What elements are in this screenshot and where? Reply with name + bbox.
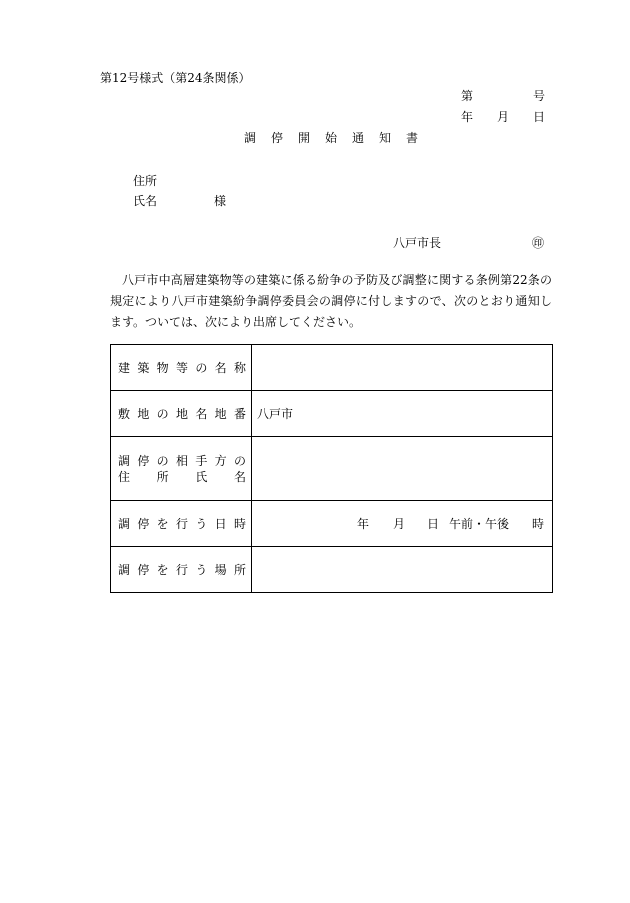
recipient-name-label: 氏名 <box>133 194 158 208</box>
date-day: 日 <box>533 110 546 124</box>
building-name-value <box>252 345 553 391</box>
number-dai: 第 <box>461 89 474 103</box>
datetime-month: 月 <box>393 516 406 531</box>
date-year: 年 <box>461 110 474 124</box>
datetime-hour: 時 <box>532 516 545 531</box>
recipient-honorific: 様 <box>214 194 227 208</box>
row-label: 調停を行う場所 <box>111 547 252 593</box>
number-go: 号 <box>533 89 546 103</box>
recipient-address-label: 住所 <box>133 174 158 188</box>
datetime-day: 日 <box>427 516 440 531</box>
row-label: 建築物等の名称 <box>111 345 252 391</box>
notice-body: 八戸市中高層建築物等の建築に係る紛争の予防及び調整に関する条例第22条の規定により八戸市建築紛争調停委員会の調停に付しますので、次のとおり通知します。ついては、次により出席してください。 <box>110 273 552 329</box>
seal-mark: ㊞ <box>532 236 545 250</box>
table-row <box>111 345 553 391</box>
document-title: 調停開始通知書 <box>244 131 434 145</box>
mediation-datetime-value <box>252 501 553 547</box>
site-address-value: 八戸市 <box>252 391 553 437</box>
form-number: 第12号様式（第24条関係） <box>100 71 251 85</box>
datetime-ampm: 午前・午後 <box>449 516 510 531</box>
table-row <box>111 547 553 593</box>
row-label: 敷地の地名地番 <box>111 391 252 437</box>
sender-mayor: 八戸市長 <box>393 236 442 250</box>
info-table <box>110 344 553 593</box>
row-label: 調停を行う日時 <box>111 501 252 547</box>
datetime-year: 年 <box>357 516 370 531</box>
row-label <box>111 437 252 501</box>
row-label-line1: 調停の相手方の <box>118 453 246 468</box>
table-row <box>111 501 553 547</box>
date-month: 月 <box>497 110 510 124</box>
table-row <box>111 437 553 501</box>
mediation-place-value <box>252 547 553 593</box>
row-label-line2: 住所氏名 <box>118 469 246 484</box>
table-row <box>111 391 553 437</box>
counterparty-value <box>252 437 553 501</box>
